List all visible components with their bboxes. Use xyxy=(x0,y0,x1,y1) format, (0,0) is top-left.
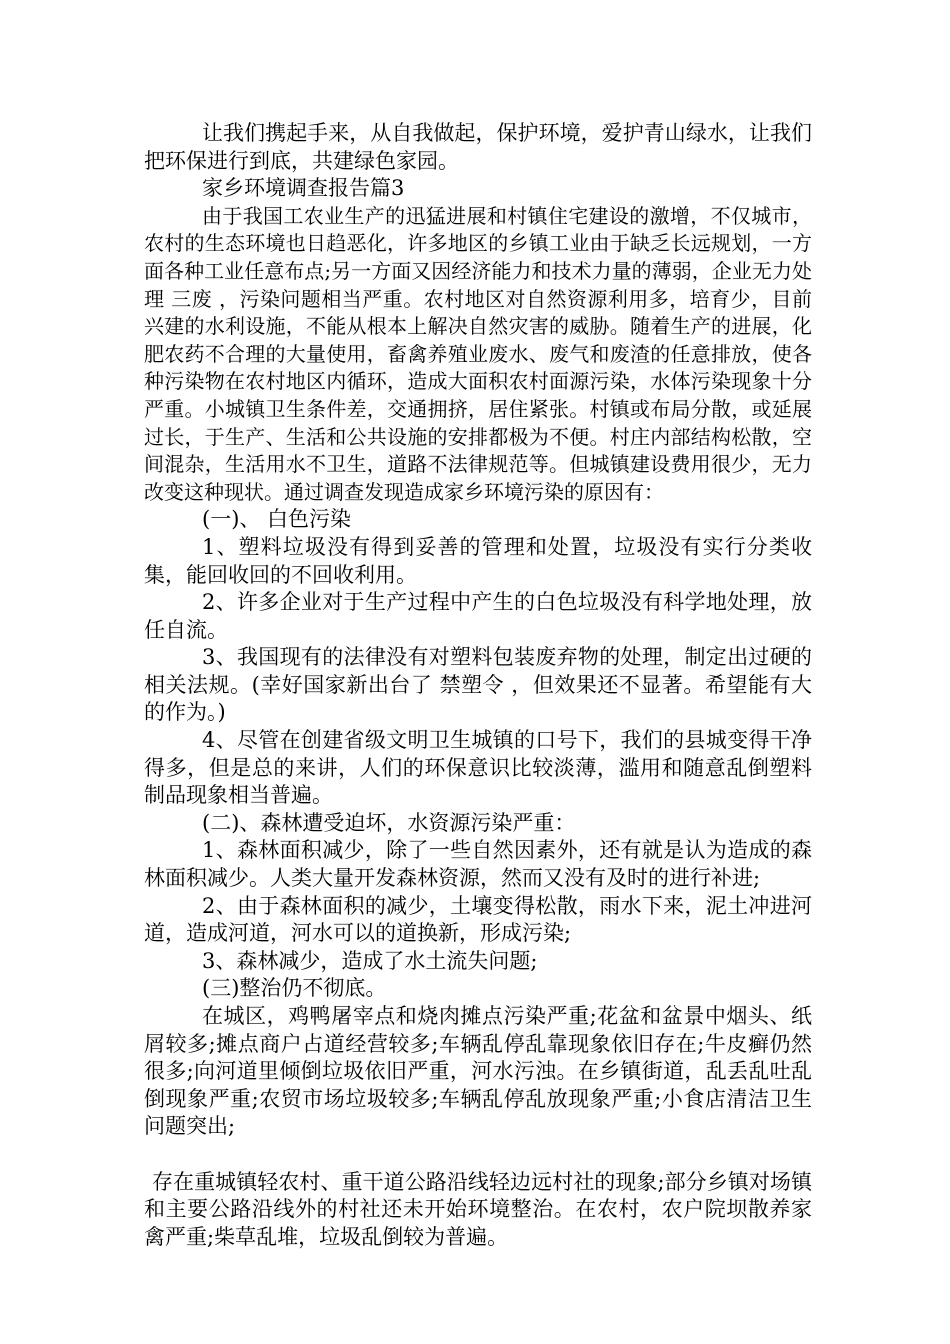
list-item-4: 4、尽管在创建省级文明卫生城镇的口号下，我们的县城变得干净得多，但是总的来讲，人们的环保意识比较淡薄，滥用和随意乱倒塑料制品现象相当普遍。 xyxy=(144,728,812,808)
paragraph-closing-appeal: 让我们携起手来，从自我做起，保护环境，爱护青山绿水，让我们把环保进行到底，共建绿色家园。 xyxy=(144,121,812,173)
document-body xyxy=(144,120,812,1251)
list-item-1: 1、塑料垃圾没有得到妥善的管理和处置，垃圾没有实行分类收集，能回收回的不回收利用。 xyxy=(144,534,812,587)
list-item-forest-1: 1、森林面积减少，除了一些自然因素外，还有就是认为造成的森林面积减少。人类大量开发森林资源，然而又没有及时的进行补进; xyxy=(144,838,812,891)
subheading-white-pollution: (一)、 白色污染 xyxy=(202,507,352,532)
list-item-forest-2: 2、由于森林面积的减少，土壤变得松散，雨水下来，泥土冲进河道，造成河道，河水可以的道换新，形成污染; xyxy=(144,893,812,946)
section-heading-report-3: 家乡环境调查报告篇3 xyxy=(202,176,405,201)
subheading-forest-water: (二)、森林遭受迫坏，水资源污染严重： xyxy=(202,810,576,835)
subheading-remediation: (三)整治仍不彻底。 xyxy=(202,976,387,1001)
blank-line xyxy=(144,1141,812,1169)
paragraph-rural-issues: 存在重城镇轻农村、重干道公路沿线轻边远村社的现象;部分乡镇对场镇和主要公路沿线外的村社还未开始环境整治。在农村，农户院坝散养家禽严重;柴草乱堆，垃圾乱倒较为普遍。 xyxy=(144,1169,812,1249)
paragraph-urban-issues: 在城区，鸡鸭屠宰点和烧肉摊点污染严重;花盆和盆景中烟头、纸屑较多;摊点商户占道经营较多;车辆乱停乱靠现象依旧存在;牛皮癣仍然很多;向河道里倾倒垃圾依旧严重，河水污浊。在乡镇街道，乱丢乱吐乱倒现象严重;农贸市场垃圾较多;车辆乱停乱放现象严重;小食店清洁卫生问题突出; xyxy=(144,1004,812,1139)
list-item-2: 2、许多企业对于生产过程中产生的白色垃圾没有科学地处理，放任自流。 xyxy=(144,590,812,642)
list-item-forest-3: 3、森林减少，造成了水土流失问题; xyxy=(202,948,538,973)
paragraph-intro: 由于我国工农业生产的迅猛进展和村镇住宅建设的激增，不仅城市，农村的生态环境也日趋恶化，许多地区的乡镇工业由于缺乏长远规划，一方面各种工业任意布点;另一方面又因经济能力和技术力量的薄弱，企业无力处理 三废 ，污染问题相当严重。农村地区对自然资源利用多，培育少，目前兴建的水利设施，不能从根本上解决自然灾害的威胁。随着生产的进展，化肥农药不合理的大量使用，畜禽养殖业废水、废气和废渣的任意排放，使各种污染物在农村地区内循环，造成大面积农村面源污染，水体污染现象十分严重。小城镇卫生条件差，交通拥挤，居住紧张。村镇或布局分散，或延展过长，于生产、生活和公共设施的安排都极为不便。村庄内部结构松散，空间混杂，生活用水不卫生，道路不法律规范等。但城镇建设费用很少，无力改变这种现状。通过调查发现造成家乡环境污染的原因有： xyxy=(144,203,812,504)
list-item-3: 3、我国现有的法律没有对塑料包装废弃物的处理，制定出过硬的相关法规。(幸好国家新出台了 禁塑令 ，但效果还不显著。希望能有大的作为。) xyxy=(144,645,812,725)
